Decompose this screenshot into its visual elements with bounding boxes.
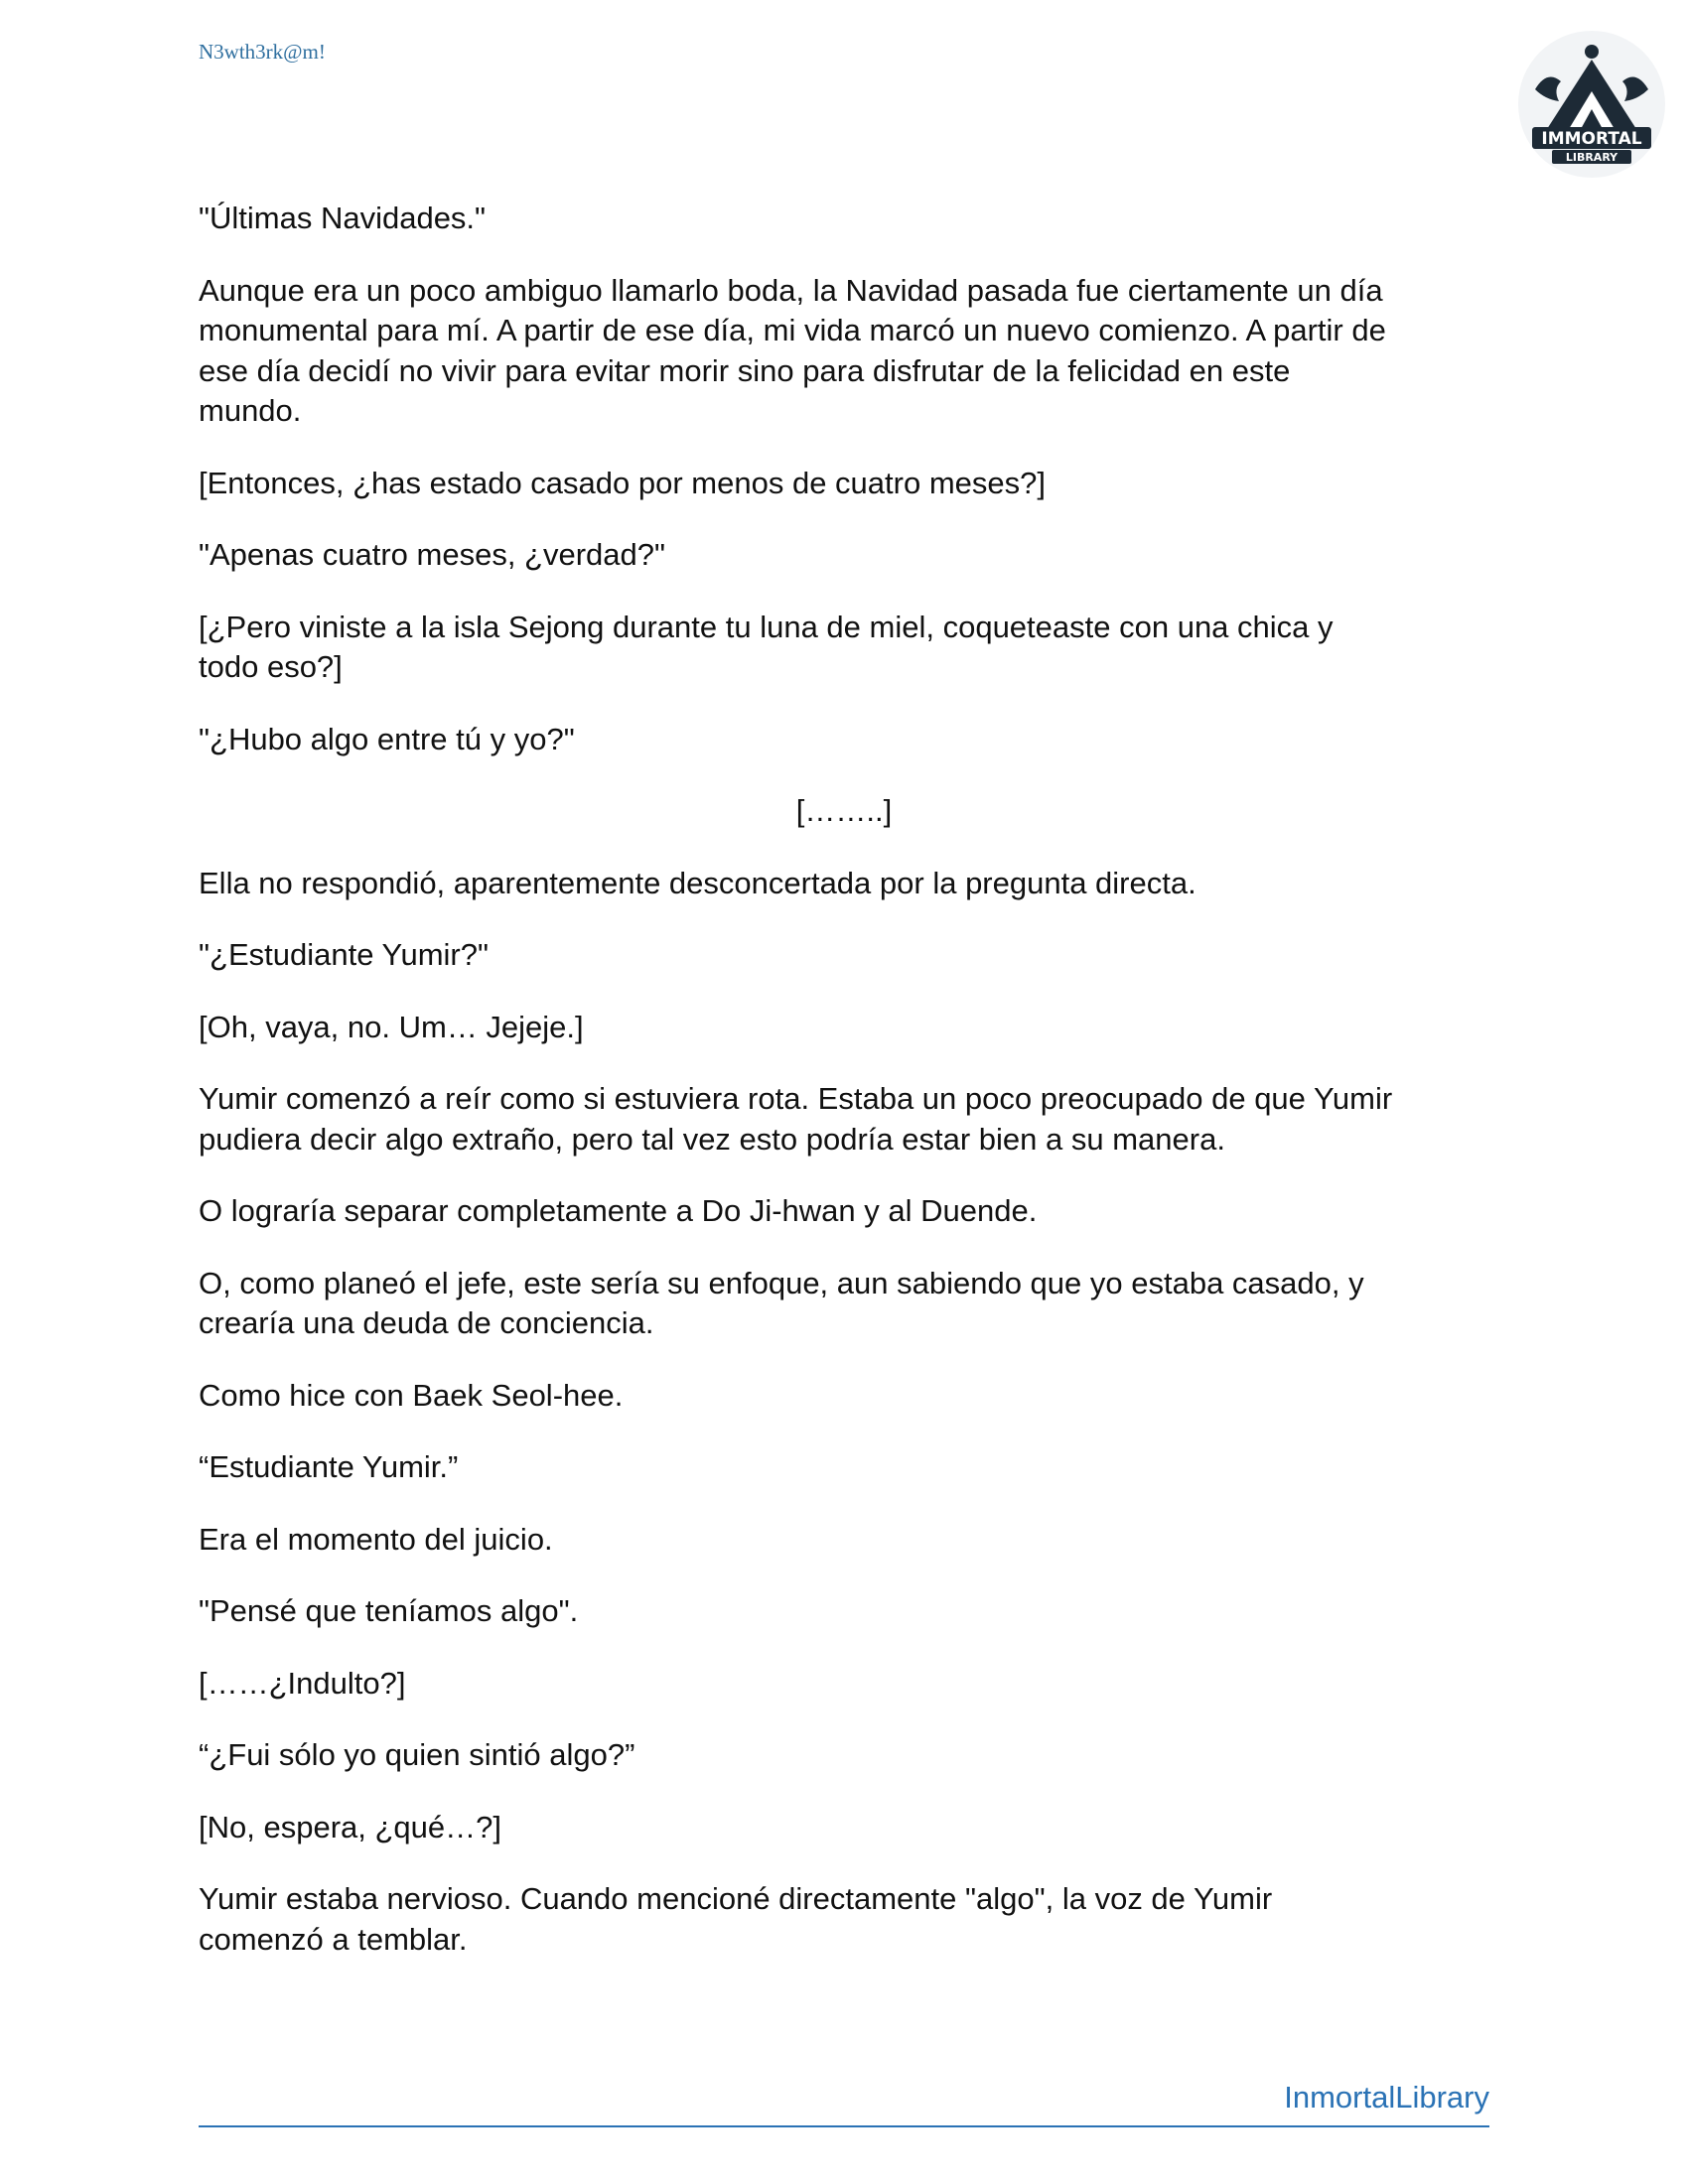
paragraph: “¿Fui sólo yo quien sintió algo?” <box>199 1737 635 1772</box>
paragraph: Yumir estaba nervioso. Cuando mencioné directamente "algo", la voz de Yumir comenzó a temblar. <box>199 1881 1273 1957</box>
paragraph: Yumir comenzó a reír como si estuviera rota. Estaba un poco preocupado de que Yumir pudiera decir algo extraño, pero tal vez esto podría estar bien a su manera. <box>199 1081 1393 1157</box>
paragraph: [Oh, vaya, no. Um… Jejeje.] <box>199 1009 584 1044</box>
paragraph: [Entonces, ¿has estado casado por menos de cuatro meses?] <box>199 465 1046 500</box>
paragraph: O, como planeó el jefe, este sería su enfoque, aun sabiendo que yo estaba casado, y crearía una deuda de conciencia. <box>199 1265 1364 1340</box>
paragraph: [……..] <box>795 793 893 828</box>
paragraph: [No, espera, ¿qué…?] <box>199 1809 501 1844</box>
logo-line2: LIBRARY <box>1565 151 1618 164</box>
paragraph: Ella no respondió, aparentemente desconcertada por la pregunta directa. <box>199 865 1196 900</box>
paragraph: “Estudiante Yumir.” <box>199 1449 459 1484</box>
footer-rule <box>199 2078 1489 2127</box>
paragraph: [……¿Indulto?] <box>199 1665 406 1701</box>
chapter-text <box>199 199 1489 1991</box>
immortal-library-logo <box>1517 30 1666 179</box>
paragraph: "Últimas Navidades." <box>199 201 487 235</box>
paragraph: "¿Estudiante Yumir?" <box>199 937 489 972</box>
paragraph: O lograría separar completamente a Do Ji-hwan y al Duende. <box>199 1193 1038 1228</box>
paragraph: "Apenas cuatro meses, ¿verdad?" <box>199 537 666 572</box>
paragraph: "¿Hubo algo entre tú y yo?" <box>199 721 575 756</box>
paragraph: Como hice con Baek Seol-hee. <box>199 1377 624 1413</box>
logo-line1: IMMORTAL <box>1541 129 1642 149</box>
header-watermark: N3wth3rk@m! <box>199 40 326 64</box>
paragraph: [¿Pero viniste a la isla Sejong durante tu luna de miel, coqueteaste con una chica y todo eso?] <box>199 609 1334 684</box>
paragraph: Era el momento del juicio. <box>199 1521 553 1557</box>
paragraph: "Pensé que teníamos algo". <box>199 1593 579 1628</box>
paragraph: Aunque era un poco ambiguo llamarlo boda, la Navidad pasada fue ciertamente un día monumental para mí. A partir de ese día, mi vida marcó un nuevo comienzo. A partir de ese día decidí no vivir para evitar morir sino para disfrutar de la felicidad en este mundo. <box>199 272 1386 428</box>
footer-link[interactable]: InmortalLibrary <box>1284 2080 1489 2115</box>
